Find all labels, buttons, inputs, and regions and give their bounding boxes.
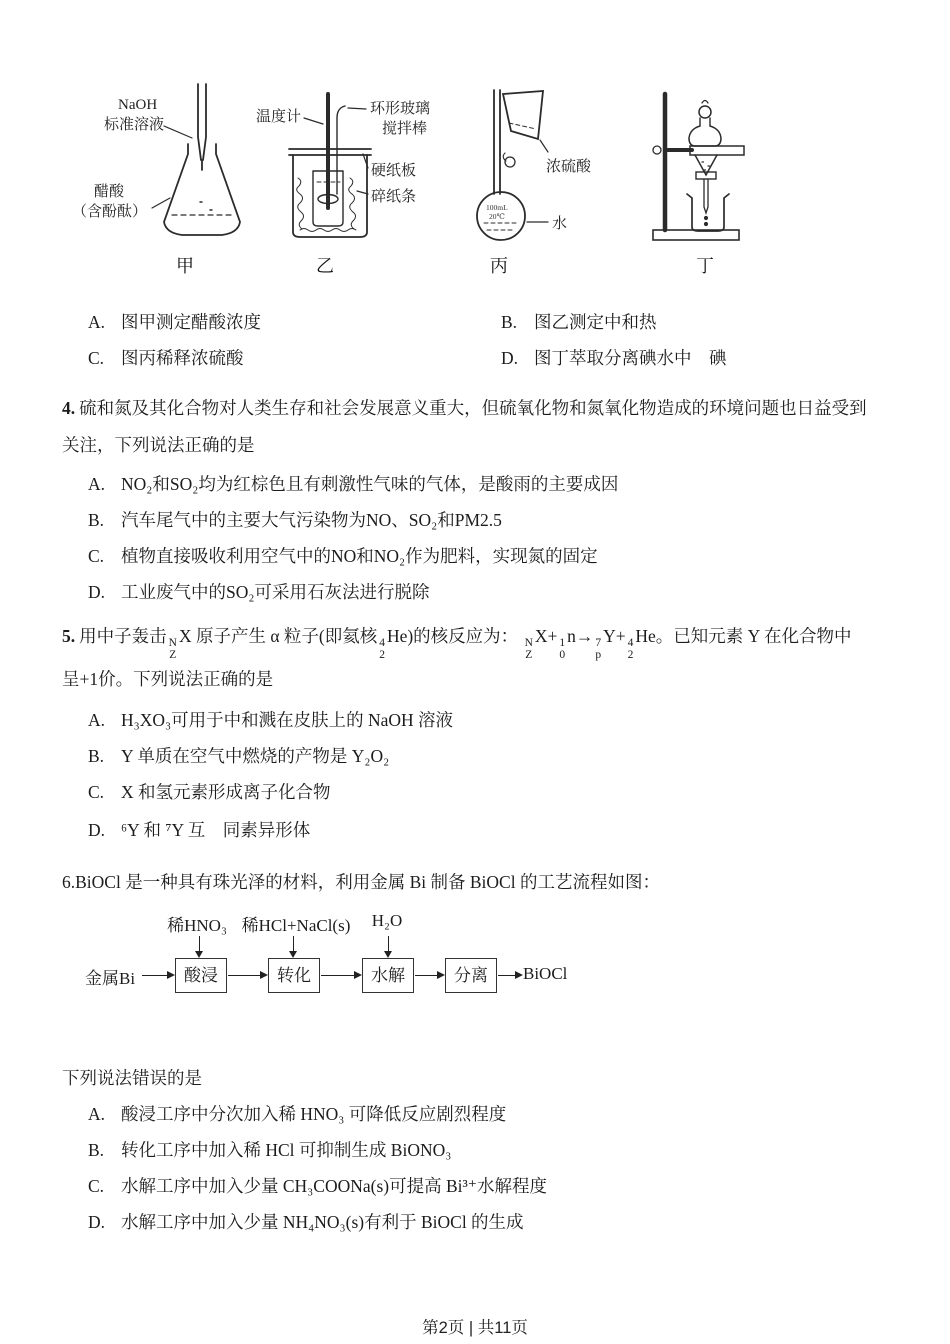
- label-stirrer-2: 搅拌棒: [382, 121, 428, 137]
- flow-step-conversion: 转化: [268, 958, 320, 993]
- stem-text: He)的核反应为：: [386, 626, 519, 646]
- question-number: 4.: [62, 398, 76, 418]
- label-board: 硬纸板: [371, 163, 417, 179]
- clamp-screw: [653, 146, 661, 154]
- atomic-number: 2: [379, 649, 385, 662]
- label-thermometer: 温度计: [256, 109, 302, 125]
- q4-options: [62, 472, 890, 604]
- flow-step-hydrolysis: 水解: [362, 958, 414, 993]
- option-text: 水解工序中加入少量 CH₃COONa(s)可提高 Bi³⁺水解程度: [121, 1176, 547, 1197]
- mass-number: N: [168, 637, 177, 649]
- funnel-stopper: [699, 106, 711, 118]
- q4-stem-line-1: [62, 390, 890, 427]
- q6-options: [62, 1102, 890, 1234]
- equation-symbol: n→: [567, 626, 594, 646]
- q6-prompt: 下列说法错误的是: [62, 1068, 202, 1089]
- atomic-number: 0: [559, 649, 566, 662]
- option-letter: D.: [88, 1212, 106, 1233]
- q3-options-row-2: [62, 346, 890, 382]
- option-text: 植物直接吸收利用空气中的NO和NO₂作为肥料，实现氮的固定: [121, 546, 598, 566]
- flask-neck: [494, 90, 500, 194]
- flow-end: BiOCl: [523, 964, 568, 984]
- stopper-loop: [505, 157, 515, 167]
- question-number: 6.: [62, 872, 76, 893]
- option-letter: B.: [88, 1140, 105, 1161]
- mass-number: N: [524, 637, 533, 649]
- option-letter: B.: [88, 510, 105, 530]
- paper-scribble-left: [297, 178, 304, 229]
- stem-text: 关注，下列说法正确的是: [62, 435, 255, 455]
- flow-start: 金属Bi: [85, 969, 136, 989]
- atomic-number: Z: [525, 649, 533, 662]
- label-naoh-1: NaOH: [118, 97, 158, 113]
- option-text: 图丁萃取分离碘水中 碘: [534, 348, 727, 368]
- q4-option-b: [62, 508, 890, 532]
- stem-text: X 原子产生 α 粒子(即氦核: [178, 626, 378, 646]
- question-number: 5.: [62, 626, 76, 646]
- stem-text: 已知元素 Y 在化合物中: [673, 626, 852, 646]
- flow-input-hcl-nacl: 稀HCl+NaCl(s): [241, 916, 351, 936]
- stopper-nub: [702, 101, 708, 104]
- option-text: H₃XO₃可用于中和溅在皮肤上的 NaOH 溶液: [121, 710, 454, 731]
- caption-yi: 乙: [316, 256, 334, 276]
- caption-jia: 甲: [176, 256, 194, 276]
- flask-mark-volume: 100mL: [486, 203, 508, 212]
- q6-option-b: [62, 1138, 890, 1162]
- figure-bing-dilution: [477, 90, 548, 240]
- atomic-number: p: [595, 649, 602, 662]
- q5-stem: [62, 616, 890, 698]
- q6-option-c: [62, 1174, 890, 1198]
- option-letter: A.: [88, 710, 106, 731]
- q3-options-row-1: [62, 310, 890, 346]
- nuclear-equation: [523, 626, 674, 662]
- page-footer: 第2页 | 共11页: [422, 1319, 528, 1337]
- drip-dot-2: [705, 223, 707, 225]
- stirrer-rod: [337, 106, 345, 194]
- right-arrow: [498, 975, 520, 976]
- q3-option-d: [501, 346, 890, 370]
- flow-input-hno3: 稀HNO₃: [167, 916, 227, 936]
- label-stirrer-1: 环形玻璃: [370, 101, 431, 117]
- atomic-number: 2: [627, 649, 634, 662]
- option-text: 图丙稀释浓硫酸: [121, 348, 244, 368]
- mass-number: 4: [379, 637, 385, 649]
- option-text: Y 单质在空气中燃烧的产物是 Y₂O₂: [121, 746, 390, 767]
- figure-jia-titration: [152, 84, 240, 235]
- q5-options: [62, 708, 890, 842]
- label-h2so4: 浓硫酸: [546, 159, 592, 175]
- right-arrow: [321, 975, 359, 976]
- equation-symbol: X+: [534, 626, 558, 646]
- label-line-stirrer: [348, 108, 366, 109]
- q5-option-b: [62, 744, 890, 768]
- option-letter: D.: [501, 348, 519, 368]
- q5-option-a: [62, 708, 890, 732]
- atomic-number: Z: [169, 649, 177, 662]
- flow-step-separation: 分离: [445, 958, 497, 993]
- label-paper: 碎纸条: [371, 189, 417, 205]
- flow-step-leaching: 酸浸: [175, 958, 227, 993]
- funnel-stem: [704, 179, 708, 213]
- q4-option-c: [62, 544, 890, 568]
- q4-stem-line-2: [62, 427, 890, 464]
- isotope-x: [169, 637, 177, 661]
- option-letter: B.: [501, 312, 518, 332]
- option-letter: D.: [88, 820, 106, 841]
- option-letter: C.: [88, 546, 105, 566]
- down-arrow: [199, 936, 200, 951]
- label-line-h2so4: [540, 140, 548, 152]
- q5-option-d: [62, 818, 890, 842]
- option-text: 图乙测定中和热: [534, 312, 657, 332]
- right-arrow: [142, 975, 172, 976]
- figure-ding-separation: [653, 94, 744, 240]
- label-line-thermo: [304, 118, 323, 124]
- stem-text: BiOCl 是一种具有珠光泽的材料，利用金属 Bi 制备 BiOCl 的工艺流程如图：: [75, 872, 660, 893]
- label-line-naoh: [164, 126, 192, 138]
- funnel-bulb: [689, 126, 721, 146]
- caption-bing: 丙: [490, 256, 508, 276]
- equation-symbol: Y+: [603, 626, 626, 646]
- q4-stem: [62, 390, 890, 464]
- flask-mark-temp: 20℃: [489, 212, 505, 221]
- q4-option-a: [62, 472, 890, 496]
- conical-flask: [164, 144, 240, 235]
- option-letter: C.: [88, 348, 105, 368]
- stem-text: 呈+1价。下列说法正确的是: [62, 669, 274, 690]
- label-line-acid: [152, 198, 170, 208]
- option-text: 图甲测定醋酸浓度: [121, 312, 261, 332]
- label-acid-1: 醋酸: [94, 184, 125, 200]
- equation-symbol: He。: [635, 626, 674, 646]
- funnel-neck: [700, 118, 710, 126]
- label-acid-2: （含酚酞）: [72, 204, 148, 220]
- q4-option-d: [62, 580, 890, 604]
- figure-yi-calorimeter: [289, 94, 371, 237]
- option-letter: B.: [88, 746, 105, 767]
- isotope-he: [628, 637, 634, 661]
- stem-text: 硫和氮及其化合物对人类生存和社会发展意义重大，但硫氧化物和氮氧化物造成的环境问题也日益受到: [79, 398, 867, 418]
- neutron: [559, 637, 565, 661]
- stem-text: 用中子轰击: [79, 626, 167, 646]
- flow-input-h2o: H₂O: [371, 911, 403, 931]
- isotope-x: [525, 637, 533, 661]
- option-text: 工业废气中的SO₂可采用石灰法进行脱除: [121, 582, 430, 602]
- option-text: 汽车尾气中的主要大气污染物为NO、SO₂和PM2.5: [121, 510, 502, 530]
- q3-option-a: [62, 310, 501, 334]
- option-letter: A.: [88, 1104, 106, 1125]
- caption-ding: 丁: [696, 256, 714, 276]
- option-letter: C.: [88, 782, 105, 803]
- flask-dots: [200, 202, 212, 210]
- option-letter: A.: [88, 312, 106, 332]
- right-arrow: [228, 975, 265, 976]
- mass-number: 4: [627, 637, 634, 649]
- support-plate: [690, 146, 744, 155]
- bi-ocl-flowchart: [62, 911, 890, 1006]
- paper-scribble-bottom: [300, 229, 356, 232]
- burette: [198, 84, 206, 170]
- apparatus-figures: [62, 82, 890, 282]
- mass-number: 7: [595, 637, 602, 649]
- down-arrow: [293, 936, 294, 951]
- option-text: X 和氢元素形成离子化合物: [121, 782, 331, 803]
- q5-stem-line-2: [62, 661, 890, 698]
- q3-option-b: [501, 310, 890, 334]
- option-letter: A.: [88, 474, 106, 494]
- q6-stem: [62, 864, 890, 901]
- beaker-liquid-line: [509, 123, 536, 129]
- q5-option-c: [62, 780, 890, 804]
- option-text: 水解工序中加入少量 NH₄NO₃(s)有利于 BiOCl 的生成: [121, 1212, 524, 1233]
- q6-option-a: [62, 1102, 890, 1126]
- option-text: 转化工序中加入稀 HCl 可抑制生成 BiONO₃: [121, 1140, 452, 1161]
- option-letter: D.: [88, 582, 106, 602]
- paper-scribble-right: [349, 178, 356, 229]
- option-text: 酸浸工序中分次加入稀 HNO₃ 可降低反应剧烈程度: [121, 1104, 507, 1125]
- option-text: NO₂和SO₂均为红棕色且有刺激性气味的气体，是酸雨的主要成因: [121, 474, 619, 494]
- q6-option-d: [62, 1210, 890, 1234]
- mass-number: 1: [559, 637, 566, 649]
- q5-stem-line-1: [62, 616, 890, 661]
- down-arrow: [388, 936, 389, 951]
- label-naoh-2: 标准溶液: [104, 117, 165, 133]
- isotope-he: [379, 637, 385, 661]
- isotope-y: [595, 637, 601, 661]
- label-water: 水: [552, 216, 568, 232]
- pouring-beaker: [503, 91, 543, 139]
- option-text: ⁶Y 和 ⁷Y 互 同素异形体: [121, 820, 311, 841]
- q3-option-c: [62, 346, 501, 370]
- apparatus-diagrams-svg: [60, 82, 890, 282]
- right-arrow: [415, 975, 442, 976]
- option-letter: C.: [88, 1176, 105, 1197]
- page-content: [62, 0, 890, 1246]
- drip-dot-1: [705, 217, 707, 219]
